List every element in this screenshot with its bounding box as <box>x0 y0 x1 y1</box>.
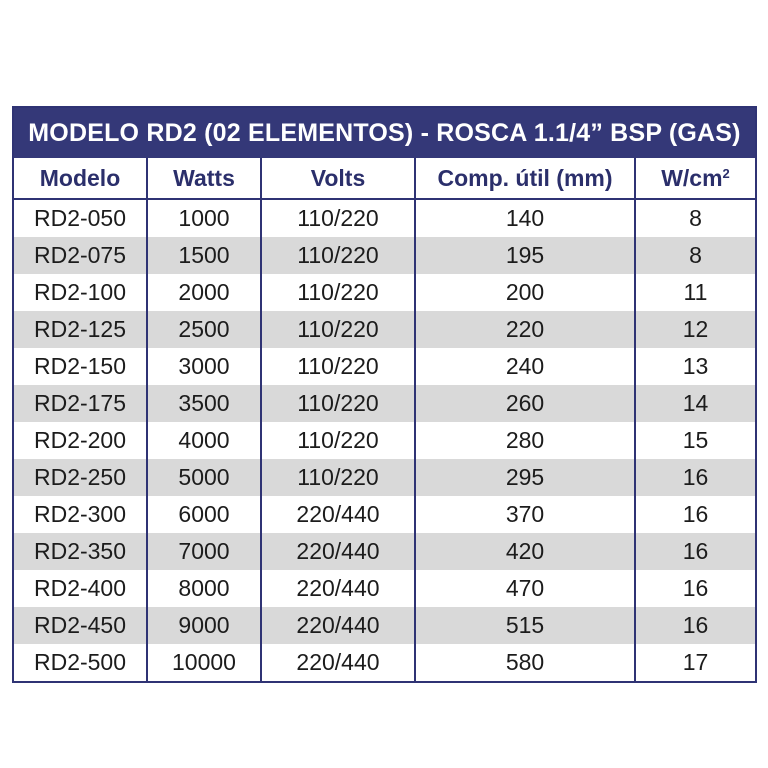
table-row <box>14 237 755 274</box>
cell-watts: 3000 <box>147 348 261 385</box>
cell-watts: 10000 <box>147 644 261 681</box>
cell-modelo: RD2-125 <box>14 311 147 348</box>
cell-volts: 110/220 <box>261 385 415 422</box>
cell-volts: 220/440 <box>261 570 415 607</box>
cell-watts: 2500 <box>147 311 261 348</box>
cell-comp-util: 195 <box>415 237 635 274</box>
cell-comp-util: 420 <box>415 533 635 570</box>
table-row <box>14 459 755 496</box>
cell-comp-util: 220 <box>415 311 635 348</box>
cell-w-cm2: 14 <box>635 385 755 422</box>
cell-w-cm2: 13 <box>682 353 709 379</box>
cell-comp-util: 295 <box>415 459 635 496</box>
cell-w-cm2: 16 <box>635 607 755 644</box>
table-row <box>14 311 755 348</box>
cell-watts: 5000 <box>147 459 261 496</box>
cell-modelo: RD2-150 <box>14 348 147 385</box>
header-comp-util: Comp. útil (mm) <box>415 158 635 199</box>
cell-w-cm2: 16 <box>635 533 755 570</box>
cell-watts: 9000 <box>147 607 261 644</box>
cell-w-cm2: 12 <box>635 311 755 348</box>
cell-modelo: RD2-450 <box>14 607 147 644</box>
cell-volts: 220/440 <box>261 644 415 681</box>
cell-w-cm2: 8 <box>635 237 755 274</box>
cell-modelo: RD2-100 <box>14 274 147 311</box>
cell-volts: 110/220 <box>261 274 415 311</box>
cell-volts: 110/220 <box>261 199 415 237</box>
cell-comp-util: 280 <box>415 422 635 459</box>
cell-w-cm2: 16 <box>682 575 709 601</box>
table-row <box>14 533 755 570</box>
cell-watts: 7000 <box>147 533 261 570</box>
header-volts: Volts <box>261 158 415 199</box>
cell-volts: 220/440 <box>261 607 415 644</box>
cell-comp-util: 260 <box>415 385 635 422</box>
table-title: MODELO RD2 (02 ELEMENTOS) - ROSCA 1.1/4” BSP (GAS) <box>14 108 755 158</box>
cell-comp-util: 470 <box>415 570 635 607</box>
cell-modelo: RD2-300 <box>14 496 147 533</box>
cell-w-cm2: 11 <box>683 279 708 305</box>
cell-modelo: RD2-500 <box>14 644 147 681</box>
table-row <box>14 644 755 681</box>
header-w-cm2-exponent: 2 <box>722 165 730 181</box>
table-row <box>14 348 755 385</box>
cell-volts: 220/440 <box>261 533 415 570</box>
header-w-cm2-label: W/cm <box>661 164 723 191</box>
cell-comp-util: 370 <box>415 496 635 533</box>
cell-w-cm2: 8 <box>689 205 702 231</box>
cell-volts: 220/440 <box>261 496 415 533</box>
cell-volts: 110/220 <box>261 237 415 274</box>
cell-comp-util: 240 <box>415 348 635 385</box>
cell-modelo: RD2-075 <box>14 237 147 274</box>
cell-watts: 6000 <box>147 496 261 533</box>
cell-volts: 110/220 <box>261 311 415 348</box>
cell-modelo: RD2-200 <box>14 422 147 459</box>
header-row <box>14 158 755 199</box>
table-row <box>14 274 755 311</box>
cell-comp-util: 515 <box>415 607 635 644</box>
table-row <box>14 199 755 237</box>
cell-modelo: RD2-400 <box>14 570 147 607</box>
cell-modelo: RD2-175 <box>14 385 147 422</box>
table-row <box>14 422 755 459</box>
cell-w-cm2: 15 <box>682 427 709 453</box>
cell-w-cm2: 16 <box>635 459 755 496</box>
cell-watts: 1000 <box>147 199 261 237</box>
cell-modelo: RD2-050 <box>14 199 147 237</box>
table-body <box>14 199 755 681</box>
table-row <box>14 385 755 422</box>
header-modelo: Modelo <box>14 158 147 199</box>
cell-volts: 110/220 <box>261 422 415 459</box>
cell-watts: 4000 <box>147 422 261 459</box>
cell-modelo: RD2-350 <box>14 533 147 570</box>
table-row <box>14 570 755 607</box>
cell-watts: 2000 <box>147 274 261 311</box>
cell-volts: 110/220 <box>261 348 415 385</box>
cell-comp-util: 580 <box>415 644 635 681</box>
cell-w-cm2: 16 <box>682 501 709 527</box>
cell-watts: 1500 <box>147 237 261 274</box>
cell-modelo: RD2-250 <box>14 459 147 496</box>
header-watts: Watts <box>147 158 261 199</box>
cell-comp-util: 200 <box>415 274 635 311</box>
spec-table <box>14 158 755 681</box>
table-row <box>14 607 755 644</box>
cell-volts: 110/220 <box>261 459 415 496</box>
cell-watts: 3500 <box>147 385 261 422</box>
spec-table-container <box>12 106 757 683</box>
cell-comp-util: 140 <box>415 199 635 237</box>
cell-w-cm2: 17 <box>682 649 709 675</box>
header-w-cm2 <box>635 158 755 199</box>
table-row <box>14 496 755 533</box>
cell-watts: 8000 <box>147 570 261 607</box>
